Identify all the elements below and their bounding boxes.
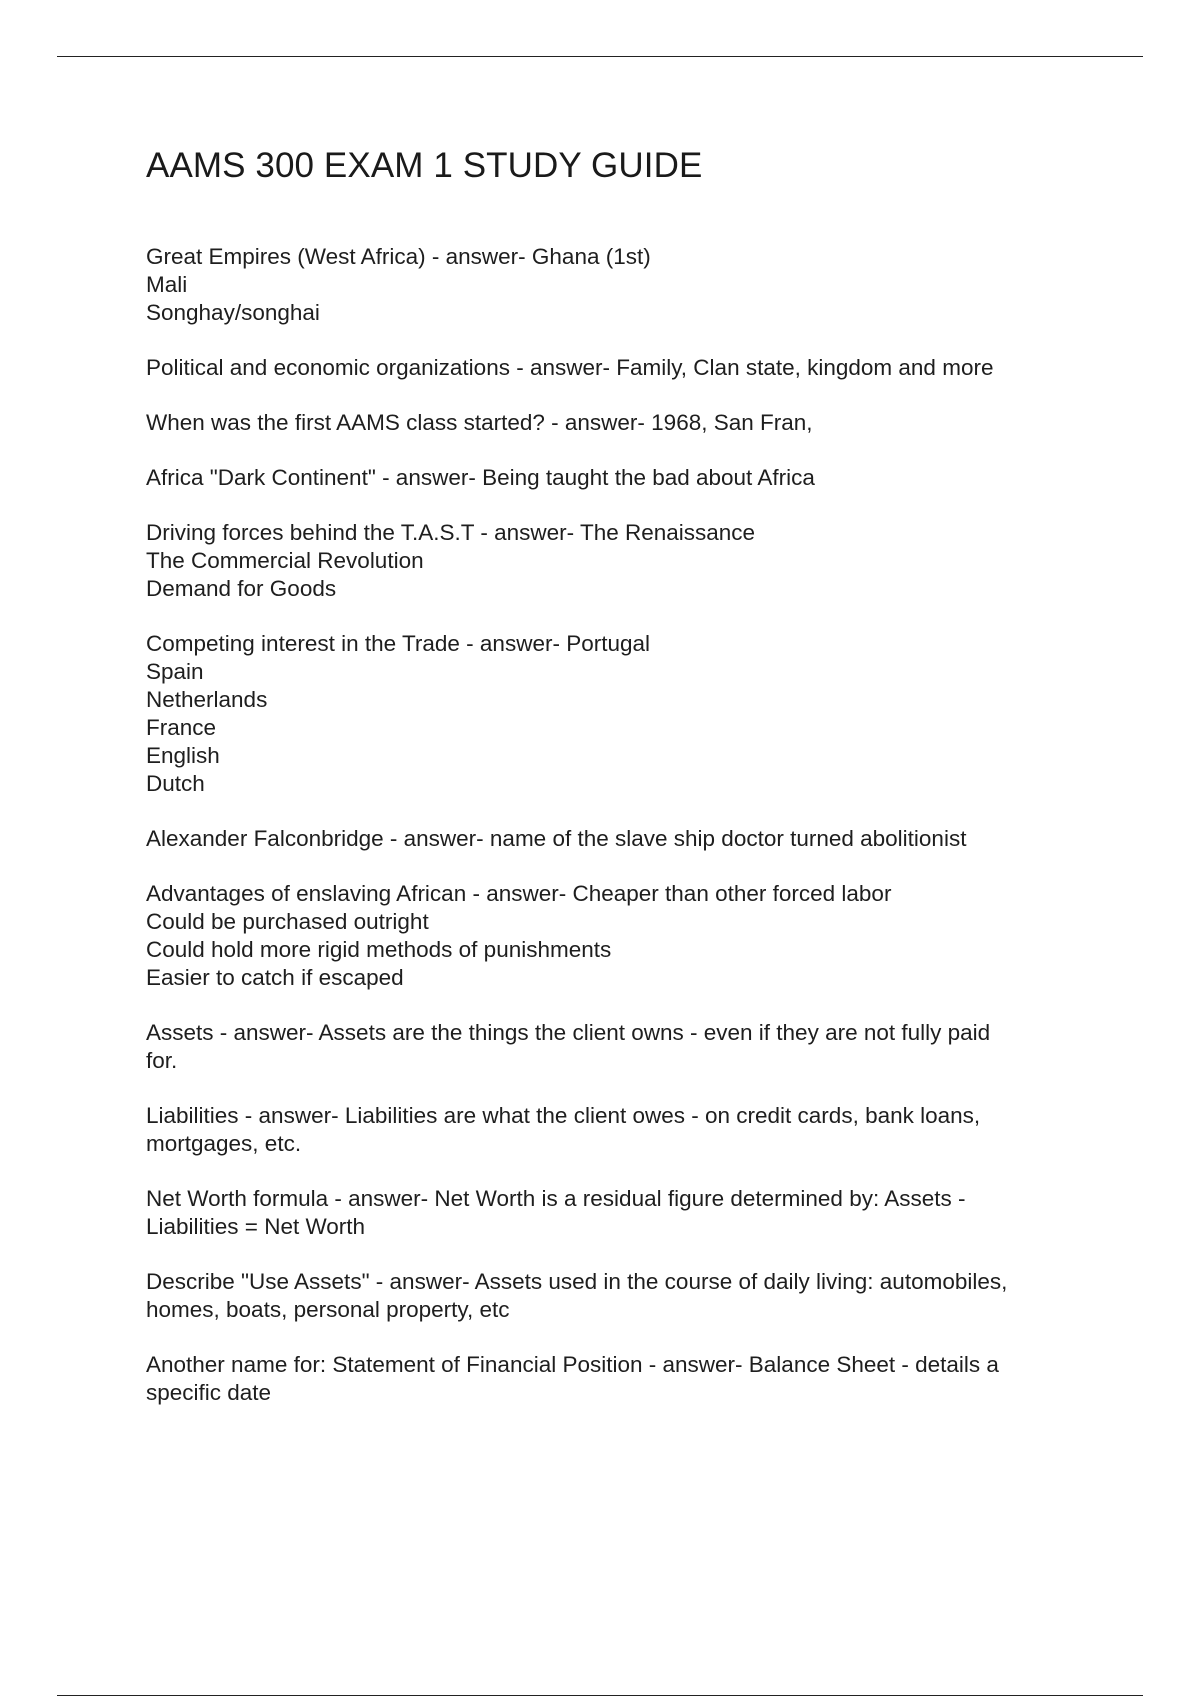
qa-entry-great-empires (146, 243, 1086, 327)
qa-entry-political-economic-organizations (146, 354, 1086, 382)
qa-line: Liabilities = Net Worth (146, 1214, 366, 1239)
qa-entry-liabilities (146, 1102, 1086, 1158)
qa-line: Great Empires (West Africa) - answer- Ghana (1st) (146, 244, 651, 269)
qa-line: specific date (146, 1380, 272, 1405)
qa-line: Songhay/songhai (146, 300, 320, 325)
qa-line: Advantages of enslaving African - answer- Cheaper than other forced labor (146, 881, 892, 906)
qa-line: Political and economic organizations - answer- Family, Clan state, kingdom and more (146, 355, 994, 380)
qa-line: for. (146, 1048, 178, 1073)
qa-line: Mali (146, 272, 188, 297)
qa-entry-net-worth-formula (146, 1185, 1086, 1241)
qa-line: Net Worth formula - answer- Net Worth is a residual figure determined by: Assets - (146, 1186, 966, 1211)
qa-entry-statement-financial-position (146, 1351, 1086, 1407)
qa-line: homes, boats, personal property, etc (146, 1297, 510, 1322)
qa-line: Dutch (146, 771, 205, 796)
page-title: AAMS 300 EXAM 1 STUDY GUIDE (146, 146, 703, 185)
qa-line: Competing interest in the Trade - answer- Portugal (146, 631, 650, 656)
qa-entry-first-aams-class (146, 409, 1086, 437)
qa-entry-advantages-enslaving (146, 880, 1086, 992)
top-divider (57, 56, 1143, 57)
qa-line: Assets - answer- Assets are the things the client owns - even if they are not fully paid (146, 1020, 991, 1045)
qa-entry-alexander-falconbridge (146, 825, 1086, 853)
qa-line: France (146, 715, 217, 740)
qa-entry-assets (146, 1019, 1086, 1075)
qa-line: Demand for Goods (146, 576, 337, 601)
qa-line: Another name for: Statement of Financial Position - answer- Balance Sheet - details a (146, 1352, 999, 1377)
qa-line: Could be purchased outright (146, 909, 429, 934)
qa-entry-competing-interest (146, 630, 1086, 798)
qa-line: Netherlands (146, 687, 268, 712)
qa-entry-driving-forces (146, 519, 1086, 603)
qa-line: Easier to catch if escaped (146, 965, 404, 990)
qa-line: mortgages, etc. (146, 1131, 302, 1156)
qa-list (146, 243, 1086, 1434)
qa-entry-dark-continent (146, 464, 1086, 492)
qa-line: Describe "Use Assets" - answer- Assets used in the course of daily living: automobiles, (146, 1269, 1008, 1294)
qa-line: Driving forces behind the T.A.S.T - answer- The Renaissance (146, 520, 756, 545)
qa-line: Africa "Dark Continent" - answer- Being taught the bad about Africa (146, 465, 815, 490)
qa-line: Spain (146, 659, 204, 684)
bottom-divider (57, 1695, 1143, 1696)
qa-line: When was the first AAMS class started? - answer- 1968, San Fran, (146, 410, 813, 435)
qa-entry-use-assets (146, 1268, 1086, 1324)
qa-line: Liabilities - answer- Liabilities are what the client owes - on credit cards, bank loans, (146, 1103, 981, 1128)
qa-line: English (146, 743, 220, 768)
qa-line: The Commercial Revolution (146, 548, 424, 573)
qa-line: Alexander Falconbridge - answer- name of the slave ship doctor turned abolitionist (146, 826, 967, 851)
qa-line: Could hold more rigid methods of punishments (146, 937, 612, 962)
